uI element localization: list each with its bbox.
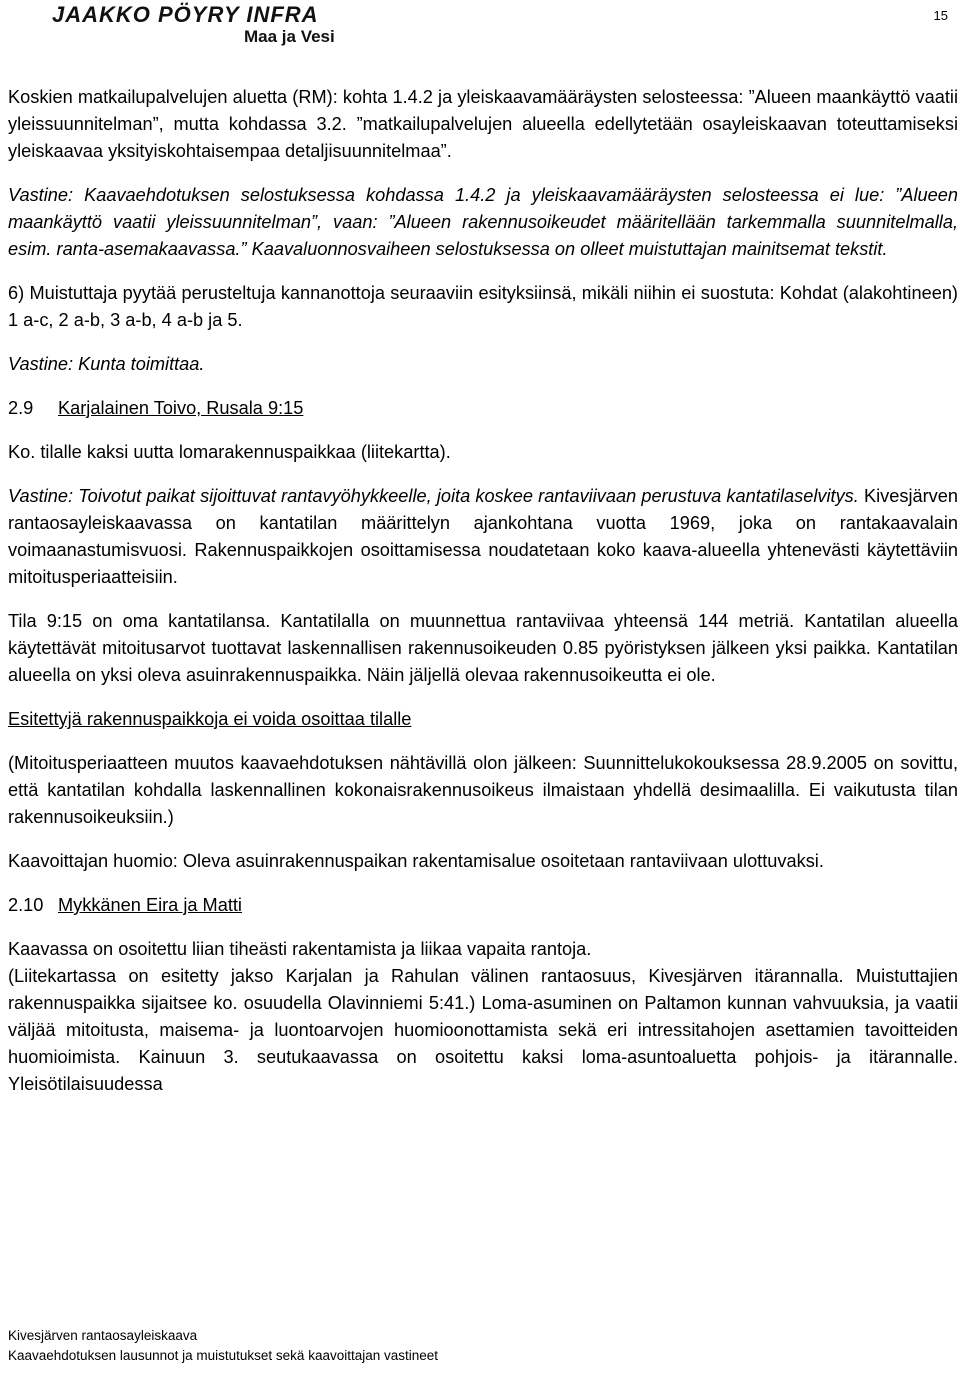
- section-number: 2.10: [8, 895, 44, 915]
- paragraph-rm-area: Koskien matkailupalvelujen aluetta (RM): kohta 1.4.2 ja yleiskaavamääräysten selosteessa: ”Alueen maankäyttö vaatii yleissuunnitelman”, mutta kohdassa 3.2. ”matkailupalvelujen alueella edellytetään osayleiskaavan toteuttamiseksi yleiskaavaa yksityiskohtaisempaa detaljisuunnitelmaa”.: [8, 87, 958, 161]
- page-number: 15: [933, 8, 948, 23]
- footer-line-2: Kaavaehdotuksen lausunnot ja muistutukset sekä kaavoittajan vastineet: [8, 1348, 439, 1363]
- section-title: Karjalainen Toivo, Rusala 9:15: [58, 398, 304, 418]
- response-label: Vastine:: [8, 486, 74, 506]
- logo-sub-text: Maa ja Vesi: [244, 27, 335, 46]
- paragraph-dimension-change: (Mitoitusperiaatteen muutos kaavaehdotuksen nähtävillä olon jälkeen: Suunnittelukokouksessa 28.9.2005 on sovittu, että kantatilan kohdalla laskennallinen kokonaisrakennusoikeus ilmaistaan yhdellä desimaalilla. Ei vaikutusta tilan rakennusoikeuksiin.): [8, 753, 958, 827]
- response-rm-area: Vastine: Kaavaehdotuksen selostuksessa kohdassa 1.4.2 ja yleiskaavamääräysten selosteessa ei lue: ”Alueen maankäyttö vaatii yleissuunnitelman”, vaan: ”Alueen rakennusoikeudet määritellään tarkemmalla suunnitelmalla, esim. ranta-asemakaavassa.” Kaavaluonnosvaiheen selostuksessa on olleet muistuttajan mainitsemat tekstit.: [8, 185, 958, 259]
- section-number: 2.9: [8, 398, 34, 418]
- section-title: Mykkänen Eira ja Matti: [58, 895, 242, 915]
- conclusion-text: Esitettyjä rakennuspaikkoja ei voida osoittaa tilalle: [8, 709, 412, 729]
- document-body: [8, 84, 958, 1115]
- page-footer: [8, 1326, 438, 1366]
- response-text: Kivesjärven rantaosayleiskaavassa on kantatilan määrittelyn ajankohtana vuotta 1969, joka on rantakaavalain voimaanastumisvuosi. Rakennuspaikkojen osoittamisessa noudatetaan koko kaava-alueella yhtenevästi käytettäviin mitoitusperiaatteisiin.: [8, 486, 958, 587]
- paragraph-new-plots: Ko. tilalle kaksi uutta lomarakennuspaikkaa (liitekartta).: [8, 442, 451, 462]
- logo-main-text: JAAKKO PÖYRY INFRA: [52, 2, 319, 27]
- response-municipality: Vastine: Kunta toimittaa.: [8, 354, 205, 374]
- company-logo: [52, 2, 352, 46]
- response-karjalainen: [8, 483, 958, 591]
- paragraph-request: 6) Muistuttaja pyytää perusteltuja kannanottoja seuraaviin esityksiinsä, mikäli niihin ei suostuta: Kohdat (alakohtineen) 1 a-c, 2 a-b, 3 a-b, 4 a-b ja 5.: [8, 283, 958, 330]
- section-heading-2-10: [8, 892, 958, 919]
- paragraph-kantatila: Tila 9:15 on oma kantatilansa. Kantatilalla on muunnettua rantaviivaa yhteensä 144 metriä. Kantatilan alueella käytettävät mitoitusarvot tuottavat laskennallisen rakennusoikeuden 0.85 pyöristyksen jälkeen yksi paikka. Kantatilan alueella on yksi oleva asuinrakennuspaikka. Näin jäljellä olevaa rakennusoikeutta ei ole.: [8, 611, 958, 685]
- planner-note: Kaavoittajan huomio: Oleva asuinrakennuspaikan rakentamisalue osoitetaan rantaviivaan ulottuvaksi.: [8, 851, 824, 871]
- paragraph-too-dense: Kaavassa on osoitettu liian tiheästi rakentamista ja liikaa vapaita rantoja.: [8, 939, 592, 959]
- section-heading-2-9: [8, 395, 958, 422]
- response-italic-text: Toivotut paikat sijoittuvat rantavyöhykkeelle, joita koskee rantaviivaan perustuva kantatilaselvitys.: [73, 486, 859, 506]
- paragraph-attachment-map: (Liitekartassa on esitetty jakso Karjalan ja Rahulan välinen rantaosuus, Kivesjärven itärannalla. Muistuttajien rakennuspaikka sijaitsee ko. osuudella Olavinniemi 5:41.) Loma-asuminen on Paltamon kunnan vahvuuksia, ja vaatii väljää mitoitusta, maisema- ja luontoarvojen huomioonottamista sekä eri intressitahojen asettamien tavoitteiden huomioimista. Kainuun 3. seutukaavassa on osoitettu kaksi loma-asuntoaluetta pohjois- ja itärannalle. Yleisötilaisuudessa: [8, 966, 958, 1094]
- footer-line-1: Kivesjärven rantaosayleiskaava: [8, 1328, 198, 1343]
